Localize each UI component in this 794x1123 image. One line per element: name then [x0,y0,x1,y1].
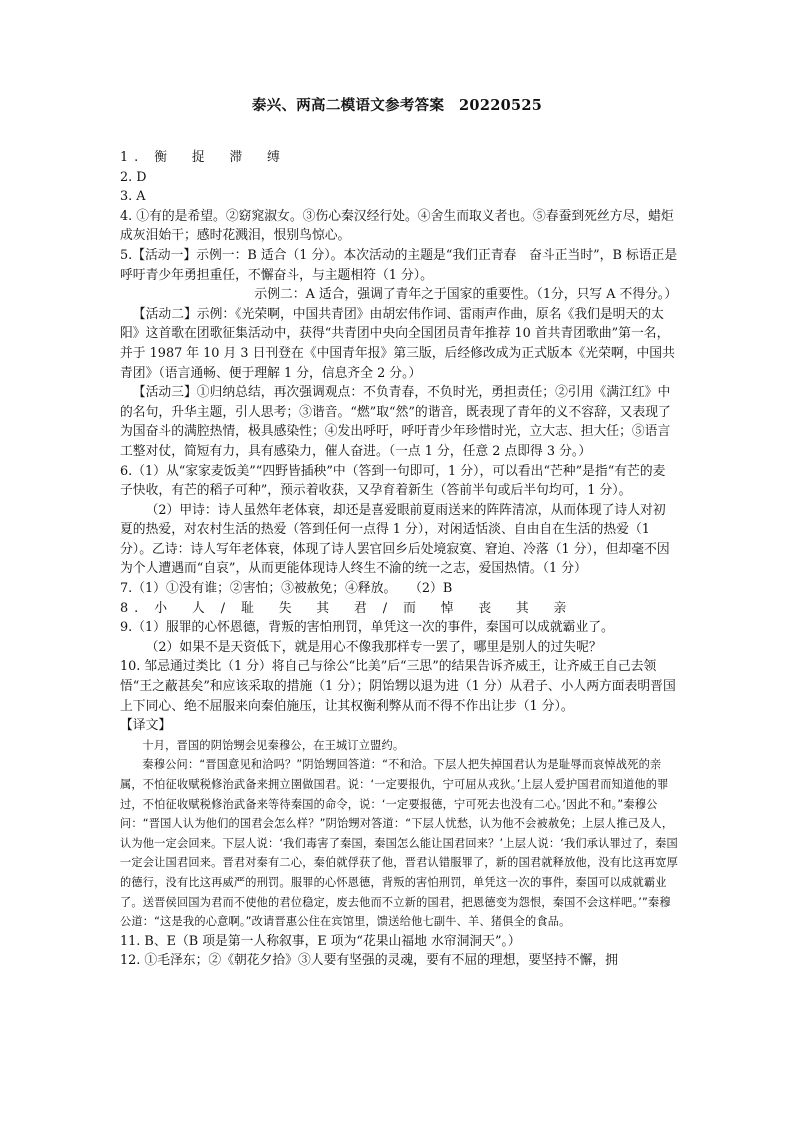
answer-lines [120,148,678,736]
lines-paragraph: 5.【活动一】示例一：B 适合（1 分）。本次活动的主题是“我们正青春 奋斗正当时”，B 标语正是呼吁青少年勇担重任，不懈奋斗，与主题相符（1 分）。 [120,247,678,283]
translation-paragraph: 十月，晋国的阴饴甥会见秦穆公，在王城订立盟约。 [142,738,405,752]
answer-lines-tail [120,932,678,971]
lines-paragraph: 1. 衡 捉 滞 缚 [120,150,286,165]
page-title: 泰兴、两高二模语文参考答案 20220525 [251,97,543,114]
answer-content [120,148,678,971]
lines-paragraph: 【活动二】示例：《光荣啊，中国共青团》由胡宏伟作词、雷雨声作曲，原名《我们是明天的太阳》这首歌在团歌征集活动中，获得“共青团中央向全国团员青年推荐 10 首共青团歌曲”第一名，并于 1987 年 10 月 3 日刊登在《中国青年报》第三版，后经修改成为正式版本《光荣啊，中国共青团》（语言通畅、便于理解 1 分，信息齐全 2 分。） [120,306,675,381]
lines-paragraph: （2）如果不是天资低下，就是用心不像我那样专一罢了，哪里是别人的过失呢？ [145,639,602,655]
tail_lines-paragraph: 11. B、E（B 项是第一人称叙事，E 项为“花果山福地 水帘洞洞天”。） [120,933,521,949]
lines-paragraph: 3. A [120,189,146,205]
lines-paragraph: 7.（1）①没有谁；②害怕；③被赦免；④释放。 （2）B [120,581,453,597]
lines-paragraph: 【活动三】①归纳总结，再次强调观点：不负青春，不负时光，勇担责任；②引用《满江红》中的名句，升华主题，引人思考；③谐音。“燃”取“然”的谐音，既表现了青年的义不容辞，又表现了为国奋斗的满腔热情，极具感染性；④发出呼吁，呼吁青少年珍惜时光，立大志、担大任；⑤语言工整对仗，简短有力，具有感染力，催人奋进。（一点 1 分，任意 2 点即得 3 分。） [120,385,671,459]
lines-paragraph: 8. 小 人 / 耻 失 其 君 / 而 悼 丧 其 亲 [120,600,573,616]
lines-paragraph: 9.（1）服罪的心怀恩德，背叛的害怕刑罚，单凭这一次的事件，秦国可以成就霸业了。 [120,620,614,636]
translation-paragraph: 秦穆公问：“晋国意见和洽吗？”阴饴甥回答道：“不和洽。下层人把失掉国君认为是耻辱而哀悼战死的亲属，不怕征收赋税修治武备来拥立圉做国君。说：‘一定要报仇，宁可屈从戎狄。’上层人爱护国君而知道他的罪过，不怕征收赋税修治武备来等待秦国的命令，说：‘一定要报德，宁可死去也没有二心。’因此不和。”秦穆公问：“晋国人认为他们的国君会怎么样？”阴饴甥对答道：“下层人忧愁，认为他不会被赦免；上层人推己及人，认为他一定会回来。下层人说：‘我们毒害了秦国，秦国怎么能让国君回来？’上层人说：‘我们承认罪过了，秦国一定会让国君回来。晋君对秦有二心，秦伯就俘获了他，晋君认错服罪了，新的国君就释放他，没有比这再宽厚的德行，没有比这再威严的刑罚。服罪的心怀恩德，背叛的害怕刑罚，单凭这一次的事件，秦国可以成就霸业了。送晋侯回国为君而不使他的君位稳定，废去他而不立新的国君，把恩德变为怨恨，秦国不会这样吧。’”秦穆公道：“这是我的心意啊。”改请晋惠公住在宾馆里，馈送给他七副牛、羊、猪俱全的食品。 [120,758,678,929]
lines-paragraph: 示例二：A 适合，强调了青年之于国家的重要性。（1分，只写 A 不得分。） [254,287,678,303]
tail_lines-paragraph: 12. ①毛泽东；②《朝花夕拾》③人要有坚强的灵魂，要有不屈的理想，要坚持不懈，拥 [120,953,618,969]
lines-paragraph: 6.（1）从“家家麦饭美”“四野皆插秧”中（答到一句即可，1 分），可以看出“芒种”是指“有芒的麦子快收，有芒的稻子可种”，预示着收获，又孕育着新生（答前半句或后半句均可，1 分）。 [120,463,666,499]
lines-paragraph: 2. D [120,169,147,185]
lines-paragraph: 10. 邹忌通过类比（1 分）将自己与徐公“比美”后“三思”的结果告诉齐威王，让齐威王自己去领悟“王之蔽甚矣”和应该采取的措施（1 分）；阴饴甥以退为进（1 分）从君子、小人两方面表明晋国上下同心、绝不屈服来向秦伯施压，让其权衡利弊从而不得不作出让步（1 分）。 [120,659,676,714]
lines-paragraph: （2）甲诗：诗人虽然年老体衰，却还是喜爱眼前夏雨送来的阵阵清凉，从而体现了诗人对初夏的热爱，对农村生活的热爱（答到任何一点得 1 分），对闲适恬淡、自由自在生活的热爱（1 分）。乙诗：诗人写年老体衰，体现了诗人罢官回乡后处境寂寞、窘迫、冷落（1 分），但却毫不因为个人遭遇而“自哀”，从而更能体现诗人终生不渝的统一之志，爱国热情。（1 分） [120,502,670,577]
translation-block [120,736,678,932]
lines-paragraph: 【译文】 [120,718,172,734]
lines-paragraph: 4. ①有的是希望。②窈窕淑女。③伤心秦汉经行处。④舍生而取义者也。⑤春蚕到死丝方尽，蜡炬成灰泪始干；感时花溅泪，恨别鸟惊心。 [120,208,674,244]
